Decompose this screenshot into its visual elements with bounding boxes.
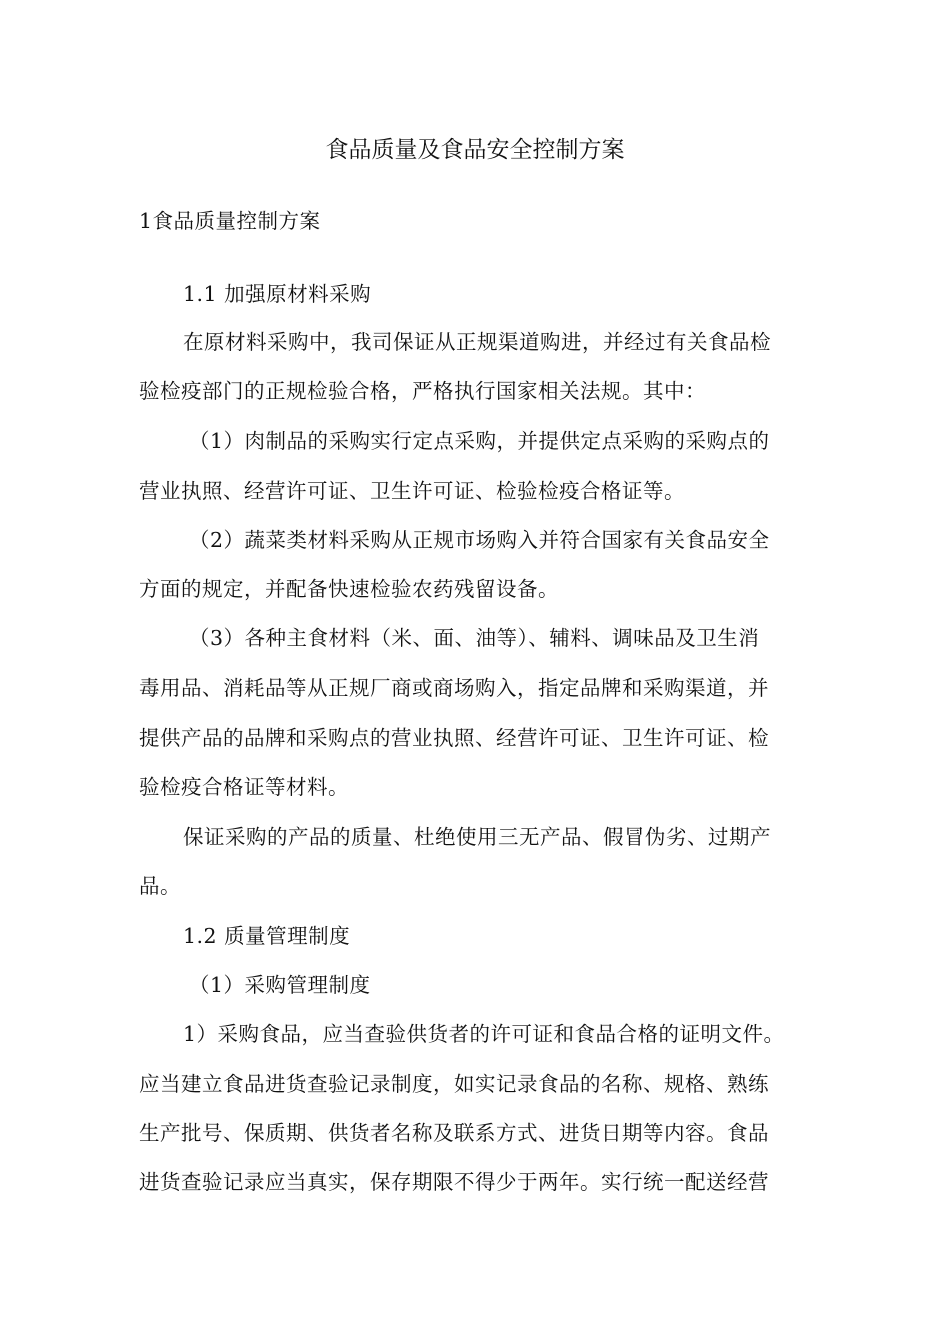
paragraph-line: 验检疫部门的正规检验合格，严格执行国家相关法规。其中： <box>139 379 706 403</box>
paragraph-line: 品。 <box>139 874 181 898</box>
list-item-line: （1）肉制品的采购实行定点采购，并提供定点采购的采购点的 <box>189 429 770 453</box>
paragraph-line: 在原材料采购中，我司保证从正规渠道购进，并经过有关食品检 <box>183 330 771 354</box>
list-item-line: （2）蔬菜类材料采购从正规市场购入并符合国家有关食品安全 <box>189 528 770 552</box>
paragraph-line: 保证采购的产品的质量、杜绝使用三无产品、假冒伪劣、过期产 <box>183 825 771 849</box>
list-item-line: 方面的规定，并配备快速检验农药残留设备。 <box>139 577 559 601</box>
subsection-heading: 1.1 加强原材料采购 <box>183 282 372 306</box>
list-item-line: （3）各种主食材料（米、面、油等）、辅料、调味品及卫生消 <box>189 626 760 650</box>
list-item-line: 营业执照、经营许可证、卫生许可证、检验检疫合格证等。 <box>139 479 685 503</box>
list-item-line: 毒用品、消耗品等从正规厂商或商场购入，指定品牌和采购渠道，并 <box>139 676 769 700</box>
document-title: 食品质量及食品安全控制方案 <box>325 137 625 163</box>
list-item-line: 验检疫合格证等材料。 <box>139 775 349 799</box>
paragraph-line: 应当建立食品进货查验记录制度，如实记录食品的名称、规格、熟练 <box>139 1072 769 1096</box>
subsection-heading: 1.2 质量管理制度 <box>183 924 351 948</box>
list-heading: （1）采购管理制度 <box>189 973 371 997</box>
list-item-line: 提供产品的品牌和采购点的营业执照、经营许可证、卫生许可证、检 <box>139 726 769 750</box>
paragraph-line: 1）采购食品，应当查验供货者的许可证和食品合格的证明文件。 <box>183 1022 785 1046</box>
paragraph-line: 进货查验记录应当真实，保存期限不得少于两年。实行统一配送经营 <box>139 1170 769 1194</box>
section-heading: 1食品质量控制方案 <box>139 209 321 233</box>
paragraph-line: 生产批号、保质期、供货者名称及联系方式、进货日期等内容。食品 <box>139 1121 769 1145</box>
